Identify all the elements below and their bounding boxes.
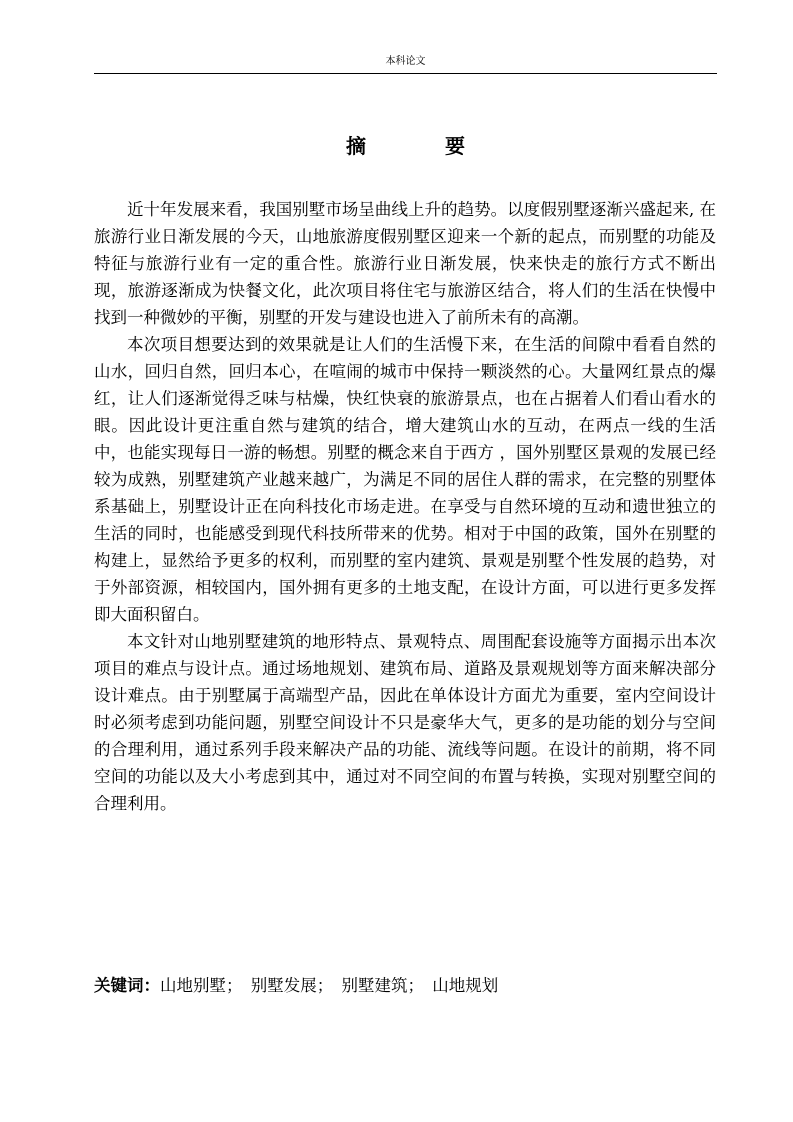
abstract-paragraph-1: 近十年发展来看，我国别墅市场呈曲线上升的趋势。以度假别墅逐渐兴盛起来, 在旅游行业日渐发展的今天，山地旅游度假别墅区迎来一个新的起点，而别墅的功能及特征与旅游行业有一定的重合性。旅游行业日渐发展，快来快走的旅行方式不断出现，旅游逐渐成为快餐文化，此次项目将住宅与旅游区结合，将人们的生活在快慢中找到一种微妙的平衡，别墅的开发与建设也进入了前所未有的高潮。	[94, 200, 716, 327]
keywords-list: 山地别墅； 别墅发展； 别墅建筑； 山地规划	[160, 976, 499, 995]
keywords-line	[94, 972, 717, 999]
abstract-paragraph-2: 本次项目想要达到的效果就是让人们的生活慢下来，在生活的间隙中看看自然的山水，回归自然，回归本心，在喧闹的城市中保持一颗淡然的心。大量网红景点的爆红，让人们逐渐觉得乏味与枯燥，快红快衰的旅游景点，也在占据着人们看山看水的眼。因此设计更注重自然与建筑的结合，增大建筑山水的互动，在两点一线的生活中，也能实现每日一游的畅想。别墅的概念来自于西方 ，国外别墅区景观的发展已经较为成熟，别墅建筑产业越来越广，为满足不同的居住人群的需求，在完整的别墅体系基础上，别墅设计正在向科技化市场走进。在享受与自然环境的互动和遗世独立的生活的同时，也能感受到现代科技所带来的优势。相对于中国的政策，国外在别墅的构建上，显然给予更多的权利，而别墅的室内建筑、景观是别墅个性发展的趋势，对于外部资源，相较国内，国外拥有更多的土地支配，在设计方面，可以进行更多发挥即大面积留白。	[94, 335, 716, 624]
page-title: 摘 要	[346, 134, 501, 158]
abstract-paragraph-3: 本文针对山地别墅建筑的地形特点、景观特点、周围配套设施等方面揭示出本次项目的难点与设计点。通过场地规划、建筑布局、道路及景观规划等方面来解决部分设计难点。由于别墅属于高端型产品，因此在单体设计方面尤为重要，室内空间设计时必须考虑到功能问题，别墅空间设计不只是豪华大气，更多的是功能的划分与空间的合理利用，通过系列手段来解决产品的功能、流线等问题。在设计的前期，将不同空间的功能以及大小考虑到其中，通过对不同空间的布置与转换，实现对别墅空间的合理利用。	[94, 632, 716, 813]
keywords-label: 关键词：	[94, 976, 160, 995]
page-header: 本科论文	[94, 56, 717, 74]
abstract-body	[94, 196, 716, 817]
